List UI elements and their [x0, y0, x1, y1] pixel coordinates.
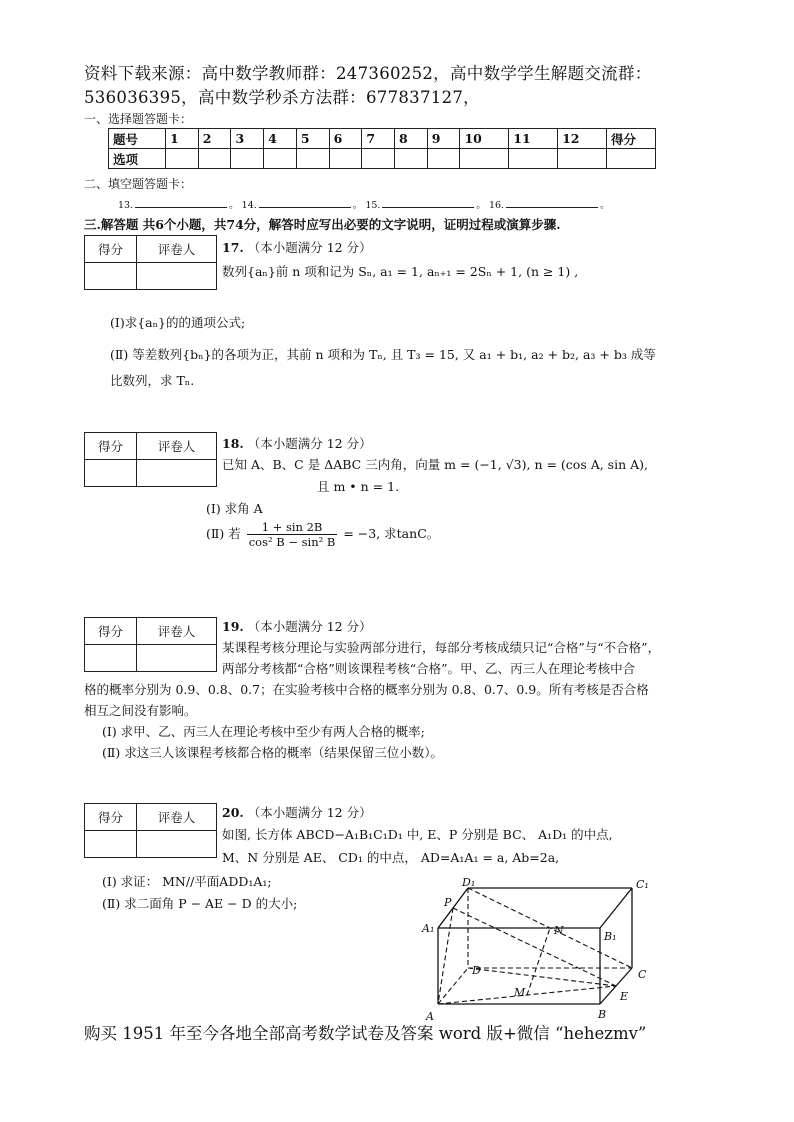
label-A: A: [426, 1010, 434, 1023]
score-box-20: [84, 803, 217, 858]
label-E: E: [620, 990, 629, 1003]
section3-title: 三.解答题 共6个小题，共74分，解答时应写出必要的文字说明，证明过程或演算步骤.: [84, 217, 561, 232]
score-field[interactable]: [85, 460, 137, 487]
score-field[interactable]: [85, 831, 137, 858]
score-label: 得分: [85, 236, 137, 263]
table-cell-number: 10: [460, 129, 509, 149]
table-cell-label: 选项: [109, 149, 166, 169]
score-label: 得分: [85, 433, 137, 460]
score-label: 得分: [85, 804, 137, 831]
fill-blank-row: [118, 196, 610, 211]
blank-label: 13.: [118, 200, 134, 211]
table-row: [109, 149, 656, 169]
q18-line1: 已知 A、B、C 是 ΔABC 三内角，向量 m = (−1, √3), n = (cos A, sin A),: [222, 457, 648, 472]
grader-label: 评卷人: [137, 804, 217, 831]
answer-cell[interactable]: [329, 149, 362, 169]
score-box-19: [84, 617, 217, 672]
answer-cell[interactable]: [362, 149, 395, 169]
grader-field[interactable]: [137, 263, 217, 290]
table-row: [109, 129, 656, 149]
q18-line2: 且 m • n = 1.: [317, 479, 400, 494]
blank-field[interactable]: [506, 196, 598, 208]
q20-part1: (Ⅰ) 求证： MN//平面ADD₁A₁;: [102, 874, 272, 889]
table-cell-number: 8: [395, 129, 428, 149]
table-cell-score: 得分: [607, 129, 656, 149]
label-B: B: [598, 1008, 607, 1021]
q17-heading: [222, 238, 372, 256]
q18-number: 18.: [222, 436, 244, 451]
header-line-2: 536036395，高中数学秒杀方法群：677837127，: [84, 88, 480, 107]
answer-cell[interactable]: [231, 149, 264, 169]
q18-part2: [206, 520, 439, 549]
score-box-17: [84, 235, 217, 290]
q19-number: 19.: [222, 619, 244, 634]
table-cell-number: 12: [558, 129, 607, 149]
grader-field[interactable]: [137, 645, 217, 672]
table-cell-label: 题号: [109, 129, 166, 149]
header-line-1: 资料下载来源：高中数学教师群：247360252，高中数学学生解题交流群：: [84, 64, 652, 83]
label-C1: C₁: [636, 878, 649, 891]
q19-points: （本小题满分 12 分）: [247, 619, 372, 634]
q20-heading: [222, 803, 372, 821]
grader-field[interactable]: [137, 831, 217, 858]
label-M: M: [514, 986, 526, 999]
q20-part2: (Ⅱ) 求二面角 P − AE − D 的大小;: [102, 896, 298, 911]
label-N: N: [554, 924, 564, 937]
grader-label: 评卷人: [137, 618, 217, 645]
blank-field[interactable]: [259, 196, 351, 208]
choice-answer-table: [108, 128, 656, 169]
table-cell-number: 9: [427, 129, 460, 149]
q17-part2b: 比数列，求 Tₙ.: [110, 373, 195, 388]
blank-field[interactable]: [135, 196, 227, 208]
q17-part1: (Ⅰ)求{aₙ}的的通项公式;: [110, 315, 246, 330]
q17-number: 17.: [222, 240, 244, 255]
q19-line2: 两部分考核都“合格”则该课程考核“合格”。甲、乙、丙三人在理论考核中合: [222, 661, 636, 676]
table-cell-number: 5: [296, 129, 329, 149]
answer-cell[interactable]: [607, 149, 656, 169]
answer-cell[interactable]: [296, 149, 329, 169]
label-D1: D₁: [462, 876, 476, 889]
table-cell-number: 2: [198, 129, 231, 149]
blank-end: 。: [229, 200, 239, 211]
answer-cell[interactable]: [558, 149, 607, 169]
grader-label: 评卷人: [137, 236, 217, 263]
blank-end: 。: [476, 200, 486, 211]
label-B1: B₁: [604, 930, 617, 943]
fraction-numerator: 1 + sin 2B: [247, 520, 338, 535]
table-cell-number: 11: [509, 129, 558, 149]
answer-cell[interactable]: [395, 149, 428, 169]
q19-part2: (Ⅱ) 求这三人该课程考核都合格的概率（结果保留三位小数）。: [102, 745, 443, 760]
q18-part1: (Ⅰ) 求角 A: [206, 501, 263, 516]
blank-label: 15.: [365, 200, 381, 211]
q18-part2-suffix: = −3, 求tanC。: [343, 526, 440, 541]
q19-line1: 某课程考核分理论与实验两部分进行，每部分考核成绩只记“合格”与“不合格”，: [222, 640, 661, 655]
q19-part1: (Ⅰ) 求甲、乙、丙三人在理论考核中至少有两人合格的概率;: [102, 724, 425, 739]
table-cell-number: 6: [329, 129, 362, 149]
q19-line3: 格的概率分别为 0.9、0.8、0.7；在实验考核中合格的概率分别为 0.8、0.7、0.9。所有考核是否合格: [84, 682, 649, 697]
score-field[interactable]: [85, 645, 137, 672]
answer-cell[interactable]: [427, 149, 460, 169]
segment-MN: [527, 928, 550, 995]
blank-label: 14.: [241, 200, 257, 211]
table-cell-number: 4: [264, 129, 297, 149]
answer-cell[interactable]: [264, 149, 297, 169]
section2-title: 二、填空题答题卡：: [84, 177, 193, 191]
table-cell-number: 7: [362, 129, 395, 149]
edge-C1B1: [600, 888, 632, 928]
answer-cell[interactable]: [460, 149, 509, 169]
score-field[interactable]: [85, 263, 137, 290]
q18-part2-prefix: (Ⅱ) 若: [206, 526, 241, 541]
blank-label: 16.: [488, 200, 505, 211]
q20-line2: M、N 分别是 AE、 CD₁ 的中点， AD=A₁A₁ = a, Ab=2a,: [222, 850, 560, 865]
cuboid-figure: [400, 876, 670, 1026]
segment-DE: [468, 968, 616, 986]
q18-fraction: [247, 520, 338, 549]
footer-note: 购买 1951 年至今各地全部高考数学试卷及答案 word 版+微信 “hehezmv”: [84, 1024, 647, 1043]
label-C: C: [638, 968, 647, 981]
label-P: P: [444, 896, 452, 909]
q19-heading: [222, 617, 372, 635]
section1-title: 一、选择题答题卡：: [84, 112, 193, 126]
score-box-18: [84, 432, 217, 487]
label-A1: A₁: [422, 922, 435, 935]
q17-part2a: (Ⅱ) 等差数列{bₙ}的各项为正，其前 n 项和为 Tₙ, 且 T₃ = 15, 又 a₁ + b₁, a₂ + b₂, a₃ + b₃ 成等: [110, 347, 656, 362]
blank-end: 。: [600, 200, 610, 211]
answer-cell[interactable]: [198, 149, 231, 169]
grader-field[interactable]: [137, 460, 217, 487]
blank-end: 。: [352, 200, 363, 211]
q18-points: （本小题满分 12 分）: [247, 436, 372, 451]
segment-PA: [438, 908, 453, 1004]
score-label: 得分: [85, 618, 137, 645]
q18-heading: [222, 434, 372, 452]
table-cell-number: 1: [166, 129, 199, 149]
q20-points: （本小题满分 12 分）: [247, 805, 372, 820]
answer-cell[interactable]: [509, 149, 558, 169]
label-D: D: [472, 964, 481, 977]
q20-line1: 如图, 长方体 ABCD−A₁B₁C₁D₁ 中, E、P 分别是 BC、 A₁D₁ 的中点,: [222, 827, 613, 842]
q17-line1: 数列{aₙ}前 n 项和记为 Sₙ, a₁ = 1, aₙ₊₁ = 2Sₙ + 1, (n ≥ 1) ,: [222, 264, 579, 279]
table-cell-number: 3: [231, 129, 264, 149]
fraction-denominator: cos² B − sin² B: [248, 535, 336, 549]
q19-line4: 相互之间没有影响。: [84, 703, 197, 718]
grader-label: 评卷人: [137, 433, 217, 460]
q17-points: （本小题满分 12 分）: [247, 240, 372, 255]
q20-number: 20.: [222, 805, 244, 820]
blank-field[interactable]: [382, 196, 474, 208]
answer-cell[interactable]: [166, 149, 199, 169]
